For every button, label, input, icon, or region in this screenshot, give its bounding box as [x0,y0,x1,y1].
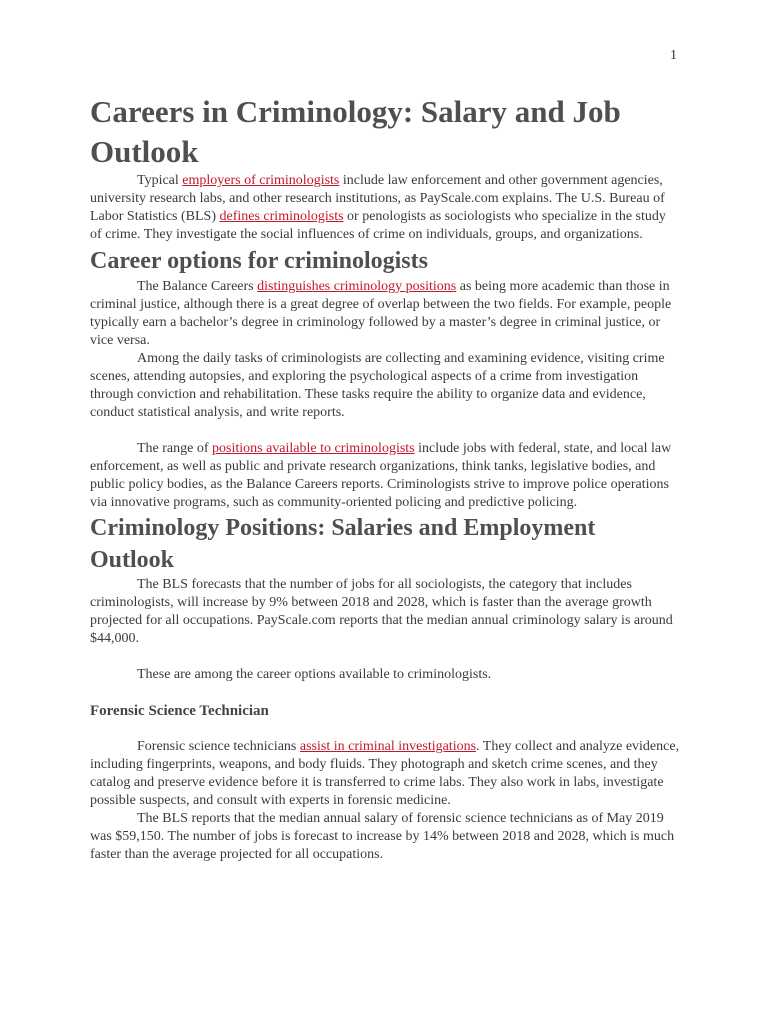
career-options-text-3: The range of [137,441,213,456]
employers-of-criminologists-link[interactable]: employers of criminologists [182,173,340,188]
salaries-outlook-heading: Criminology Positions: Salaries and Employment Outlook [90,515,596,573]
intro-text-1: Typical [137,173,183,188]
career-options-paragraph-3 [90,440,680,512]
forensic-technician-paragraph-2: The BLS reports that the median annual salary of forensic science technicians as of May 2019 was $59,150. The number of jobs is forecast to increase by 14% between 2018 and 2028, which is much faster than the average projected for all occupations. [90,811,675,862]
page-number: 1 [670,48,677,63]
salaries-outlook-paragraph-2: These are among the career options available to criminologists. [137,667,492,682]
forensic-technician-paragraph-1 [90,738,680,810]
career-options-text-4: include jobs with federal, state, and local law enforcement, as well as public and private research organizations, think tanks, legislative bodies, and public policy bodies, as the Balance Careers reports. Criminologists strive to improve police operations via innovative programs, such as community-oriented policing and predictive policing. [90,441,672,510]
salaries-outlook-paragraph-1: The BLS forecasts that the number of jobs for all sociologists, the category that includes criminologists, will increase by 9% between 2018 and 2028, which is faster than the average growth projected for all occupations. PayScale.com reports that the median annual criminology salary is around $44,000. [90,577,673,646]
defines-criminologists-link[interactable]: defines criminologists [219,209,344,224]
career-options-text-1: The Balance Careers [137,279,258,294]
intro-paragraph [90,172,680,244]
forensic-technician-heading: Forensic Science Technician [90,703,269,719]
paragraph-spacer [90,684,680,702]
document-body [90,92,680,864]
document-title: Careers in Criminology: Salary and Job Outlook [90,94,621,169]
career-options-heading: Career options for criminologists [90,248,428,274]
assist-in-criminal-investigations-link[interactable]: assist in criminal investigations [299,739,477,754]
career-options-text-2: as being more academic than those in criminal justice, although there is a great degree of overlap between the two fields. For example, people typically earn a bachelor’s degree in criminology followed by a master’s degree in criminal justice, or vice versa. [90,279,672,348]
paragraph-spacer [90,422,680,440]
intro-text-2: include law enforcement and other government agencies, university research labs, and other research institutions, as PayScale.com explains. The U.S. Bureau of Labor Statistics (BLS) [90,173,665,224]
paragraph-spacer [90,648,680,666]
career-options-paragraph-1 [90,278,680,350]
positions-available-link[interactable]: positions available to criminologists [212,441,415,456]
paragraph-spacer [90,720,680,738]
forensic-text-2: . They collect and analyze evidence, including fingerprints, weapons, and body fluids. They photograph and sketch crime scenes, and they catalog and preserve evidence before it is transferred to crime labs. They also work in labs, investigate possible suspects, and consult with experts in forensic medicine. [90,739,680,808]
career-options-paragraph-2: Among the daily tasks of criminologists are collecting and examining evidence, visiting crime scenes, attending autopsies, and exploring the psychological aspects of a crime from investigation through conviction and rehabilitation. These tasks require the ability to organize data and evidence, conduct statistical analysis, and write reports. [90,351,665,420]
intro-text-3: or penologists as sociologists who specialize in the study of crime. They investigate the social influences of crime on individuals, groups, and organizations. [90,209,666,242]
distinguishes-criminology-positions-link[interactable]: distinguishes criminology positions [257,279,457,294]
forensic-text-1: Forensic science technicians [137,739,300,754]
